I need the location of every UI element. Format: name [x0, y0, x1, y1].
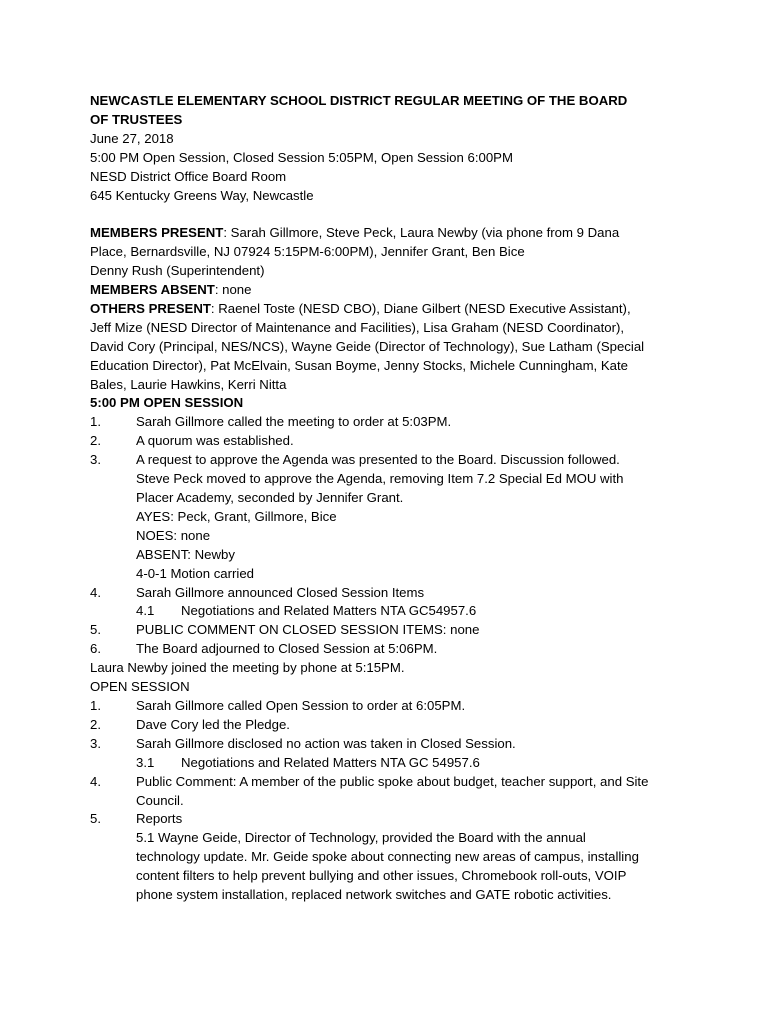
- agenda-item: [90, 413, 690, 432]
- document-title-line-2: OF TRUSTEES: [90, 111, 183, 127]
- agenda-item: [90, 451, 690, 583]
- item-line: Council.: [136, 792, 184, 808]
- meeting-room: NESD District Office Board Room: [90, 168, 287, 184]
- item-line: Sarah Gillmore disclosed no action was taken in Closed Session.: [136, 735, 516, 751]
- agenda-item: [90, 640, 690, 659]
- sub-item-text: Negotiations and Related Matters NTA GC 54957.6: [181, 754, 480, 770]
- sub-item: [90, 754, 690, 773]
- item-number: 2.: [90, 433, 101, 449]
- members-absent-line: [90, 281, 690, 300]
- sub-item-text: Negotiations and Related Matters NTA GC54957.6: [181, 603, 477, 619]
- members-present-line-3: Denny Rush (Superintendent): [90, 263, 265, 279]
- others-present-text-1: : Raenel Toste (NESD CBO), Diane Gilbert (NESD Executive Assistant),: [210, 300, 631, 316]
- item-line: Sarah Gillmore called the meeting to order at 5:03PM.: [136, 414, 452, 430]
- note-newby-joined: Laura Newby joined the meeting by phone at 5:15PM.: [90, 660, 405, 676]
- item-line: 5.1 Wayne Geide, Director of Technology, provided the Board with the annual: [136, 830, 586, 846]
- sub-item-number: 4.1: [136, 603, 155, 619]
- item-number: 3.: [90, 452, 101, 468]
- item-line: A request to approve the Agenda was presented to the Board. Discussion followed.: [136, 452, 620, 468]
- meeting-address: 645 Kentucky Greens Way, Newcastle: [90, 187, 314, 203]
- item-line: Dave Cory led the Pledge.: [136, 716, 290, 732]
- sub-item-number: 3.1: [136, 754, 155, 770]
- item-line: technology update. Mr. Geide spoke about connecting new areas of campus, installing: [136, 849, 639, 865]
- item-line: The Board adjourned to Closed Session at 5:06PM.: [136, 641, 438, 657]
- item-line: Public Comment: A member of the public spoke about budget, teacher support, and Site: [136, 773, 649, 789]
- others-present-line-5: Bales, Laurie Hawkins, Kerri Nitta: [90, 376, 287, 392]
- agenda-item: [90, 621, 690, 640]
- minutes-document: [90, 92, 690, 905]
- item-line: content filters to help prevent bullying and other issues, Chromebook roll-outs, VOIP: [136, 868, 627, 884]
- item-number: 4.: [90, 584, 101, 600]
- agenda-item: [90, 735, 690, 754]
- item-line: Sarah Gillmore announced Closed Session Items: [136, 584, 425, 600]
- item-number: 2.: [90, 716, 101, 732]
- item-line: Steve Peck moved to approve the Agenda, removing Item 7.2 Special Ed MOU with: [136, 471, 624, 487]
- section-heading-open-session: OPEN SESSION: [90, 679, 190, 695]
- vote-noes: NOES: none: [136, 527, 211, 543]
- others-present-line-3: David Cory (Principal, NES/NCS), Wayne Geide (Director of Technology), Sue Latham (Special: [90, 338, 645, 354]
- agenda-item: [90, 584, 690, 603]
- section-heading-open-session-500: 5:00 PM OPEN SESSION: [90, 395, 244, 411]
- item-number: 5.: [90, 811, 101, 827]
- vote-result: 4-0-1 Motion carried: [136, 565, 255, 581]
- item-number: 3.: [90, 735, 101, 751]
- item-line: A quorum was established.: [136, 433, 294, 449]
- others-present-line-4: Education Director), Pat McElvain, Susan Boyme, Jenny Stocks, Michele Cunningham, Kate: [90, 357, 629, 373]
- agenda-item: [90, 810, 690, 905]
- item-line: PUBLIC COMMENT ON CLOSED SESSION ITEMS: none: [136, 622, 480, 638]
- item-line: Reports: [136, 811, 183, 827]
- meeting-times: 5:00 PM Open Session, Closed Session 5:05PM, Open Session 6:00PM: [90, 149, 513, 165]
- agenda-item: [90, 697, 690, 716]
- members-present-line-2: Place, Bernardsville, NJ 07924 5:15PM-6:00PM), Jennifer Grant, Ben Bice: [90, 244, 525, 260]
- others-present-line-1: [90, 300, 690, 319]
- members-absent-value: : none: [214, 282, 252, 298]
- spacer: [90, 205, 690, 224]
- item-number: 4.: [90, 773, 101, 789]
- sub-item: [90, 602, 690, 621]
- item-line: Sarah Gillmore called Open Session to order at 6:05PM.: [136, 697, 466, 713]
- meeting-date: June 27, 2018: [90, 130, 174, 146]
- agenda-item: [90, 716, 690, 735]
- members-absent-label: MEMBERS ABSENT: [90, 282, 215, 298]
- item-number: 1.: [90, 697, 101, 713]
- item-number: 1.: [90, 414, 101, 430]
- members-present-text-1: : Sarah Gillmore, Steve Peck, Laura Newby (via phone from 9 Dana: [223, 225, 620, 241]
- others-present-line-2: Jeff Mize (NESD Director of Maintenance and Facilities), Lisa Graham (NESD Coordinator),: [90, 319, 625, 335]
- document-title-line-1: NEWCASTLE ELEMENTARY SCHOOL DISTRICT REGULAR MEETING OF THE BOARD: [90, 93, 628, 108]
- members-present-label: MEMBERS PRESENT: [90, 225, 224, 241]
- others-present-label: OTHERS PRESENT: [90, 300, 211, 316]
- vote-absent: ABSENT: Newby: [136, 546, 235, 562]
- item-number: 6.: [90, 641, 101, 657]
- item-line: phone system installation, replaced network switches and GATE robotic activities.: [136, 887, 612, 903]
- agenda-item: [90, 773, 690, 811]
- agenda-item: [90, 432, 690, 451]
- item-line: Placer Academy, seconded by Jennifer Grant.: [136, 490, 404, 506]
- vote-ayes: AYES: Peck, Grant, Gillmore, Bice: [136, 508, 337, 524]
- members-present-line-1: [90, 224, 690, 243]
- item-number: 5.: [90, 622, 101, 638]
